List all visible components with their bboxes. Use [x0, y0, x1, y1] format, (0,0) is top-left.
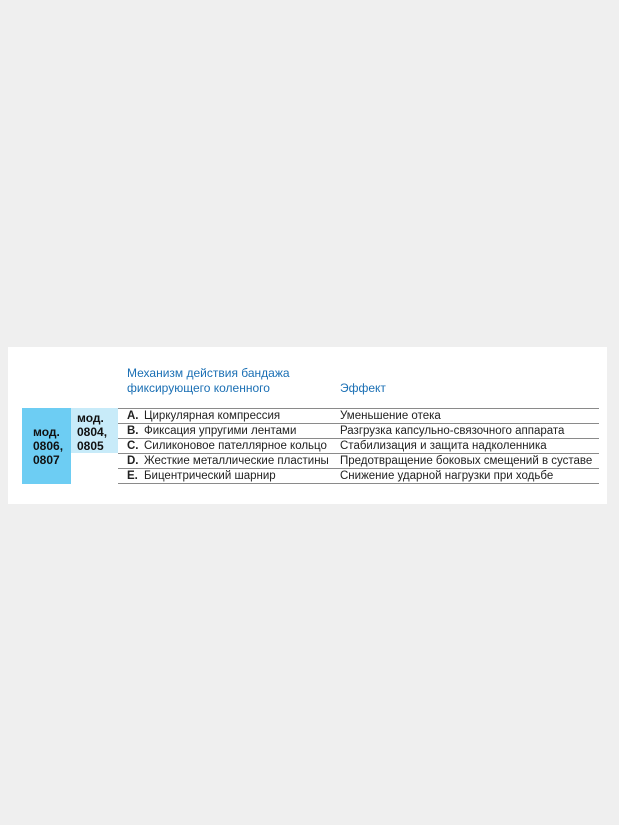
row-mechanism: Циркулярная компрессия [144, 410, 281, 422]
effect-column-header: Эффект [340, 381, 386, 395]
table-row [118, 424, 599, 439]
mechanism-column-header: Механизм действия бандажа фиксирующего коленного [127, 366, 290, 395]
model-inner-label: мод. 0804, 0805 [77, 411, 108, 453]
model-outer-label: мод. 0806, 0807 [33, 425, 64, 467]
row-letter: E. [127, 470, 138, 482]
row-mechanism: Фиксация упругими лентами [144, 425, 297, 437]
row-effect: Снижение ударной нагрузки при ходьбе [340, 470, 554, 482]
model-group-outer [22, 408, 71, 484]
effects-table [118, 408, 599, 484]
effects-table-card [8, 347, 607, 504]
row-effect: Предотвращение боковых смещений в суставе [340, 455, 593, 467]
table-row [118, 469, 599, 484]
row-letter: A. [127, 410, 139, 422]
table-row [118, 439, 599, 454]
row-letter: B. [127, 425, 139, 437]
table-row [118, 454, 599, 469]
row-mechanism: Силиконовое пателлярное кольцо [144, 440, 327, 452]
row-letter: C. [127, 440, 139, 452]
row-letter: D. [127, 455, 139, 467]
model-group-inner [71, 408, 118, 453]
row-mechanism: Бицентрический шарнир [144, 470, 276, 482]
row-effect: Стабилизация и защита надколенника [340, 440, 547, 452]
row-mechanism: Жесткие металлические пластины [144, 455, 329, 467]
row-effect: Уменьшение отека [340, 410, 441, 422]
table-row [118, 409, 599, 424]
row-effect: Разгрузка капсульно-связочного аппарата [340, 425, 565, 437]
